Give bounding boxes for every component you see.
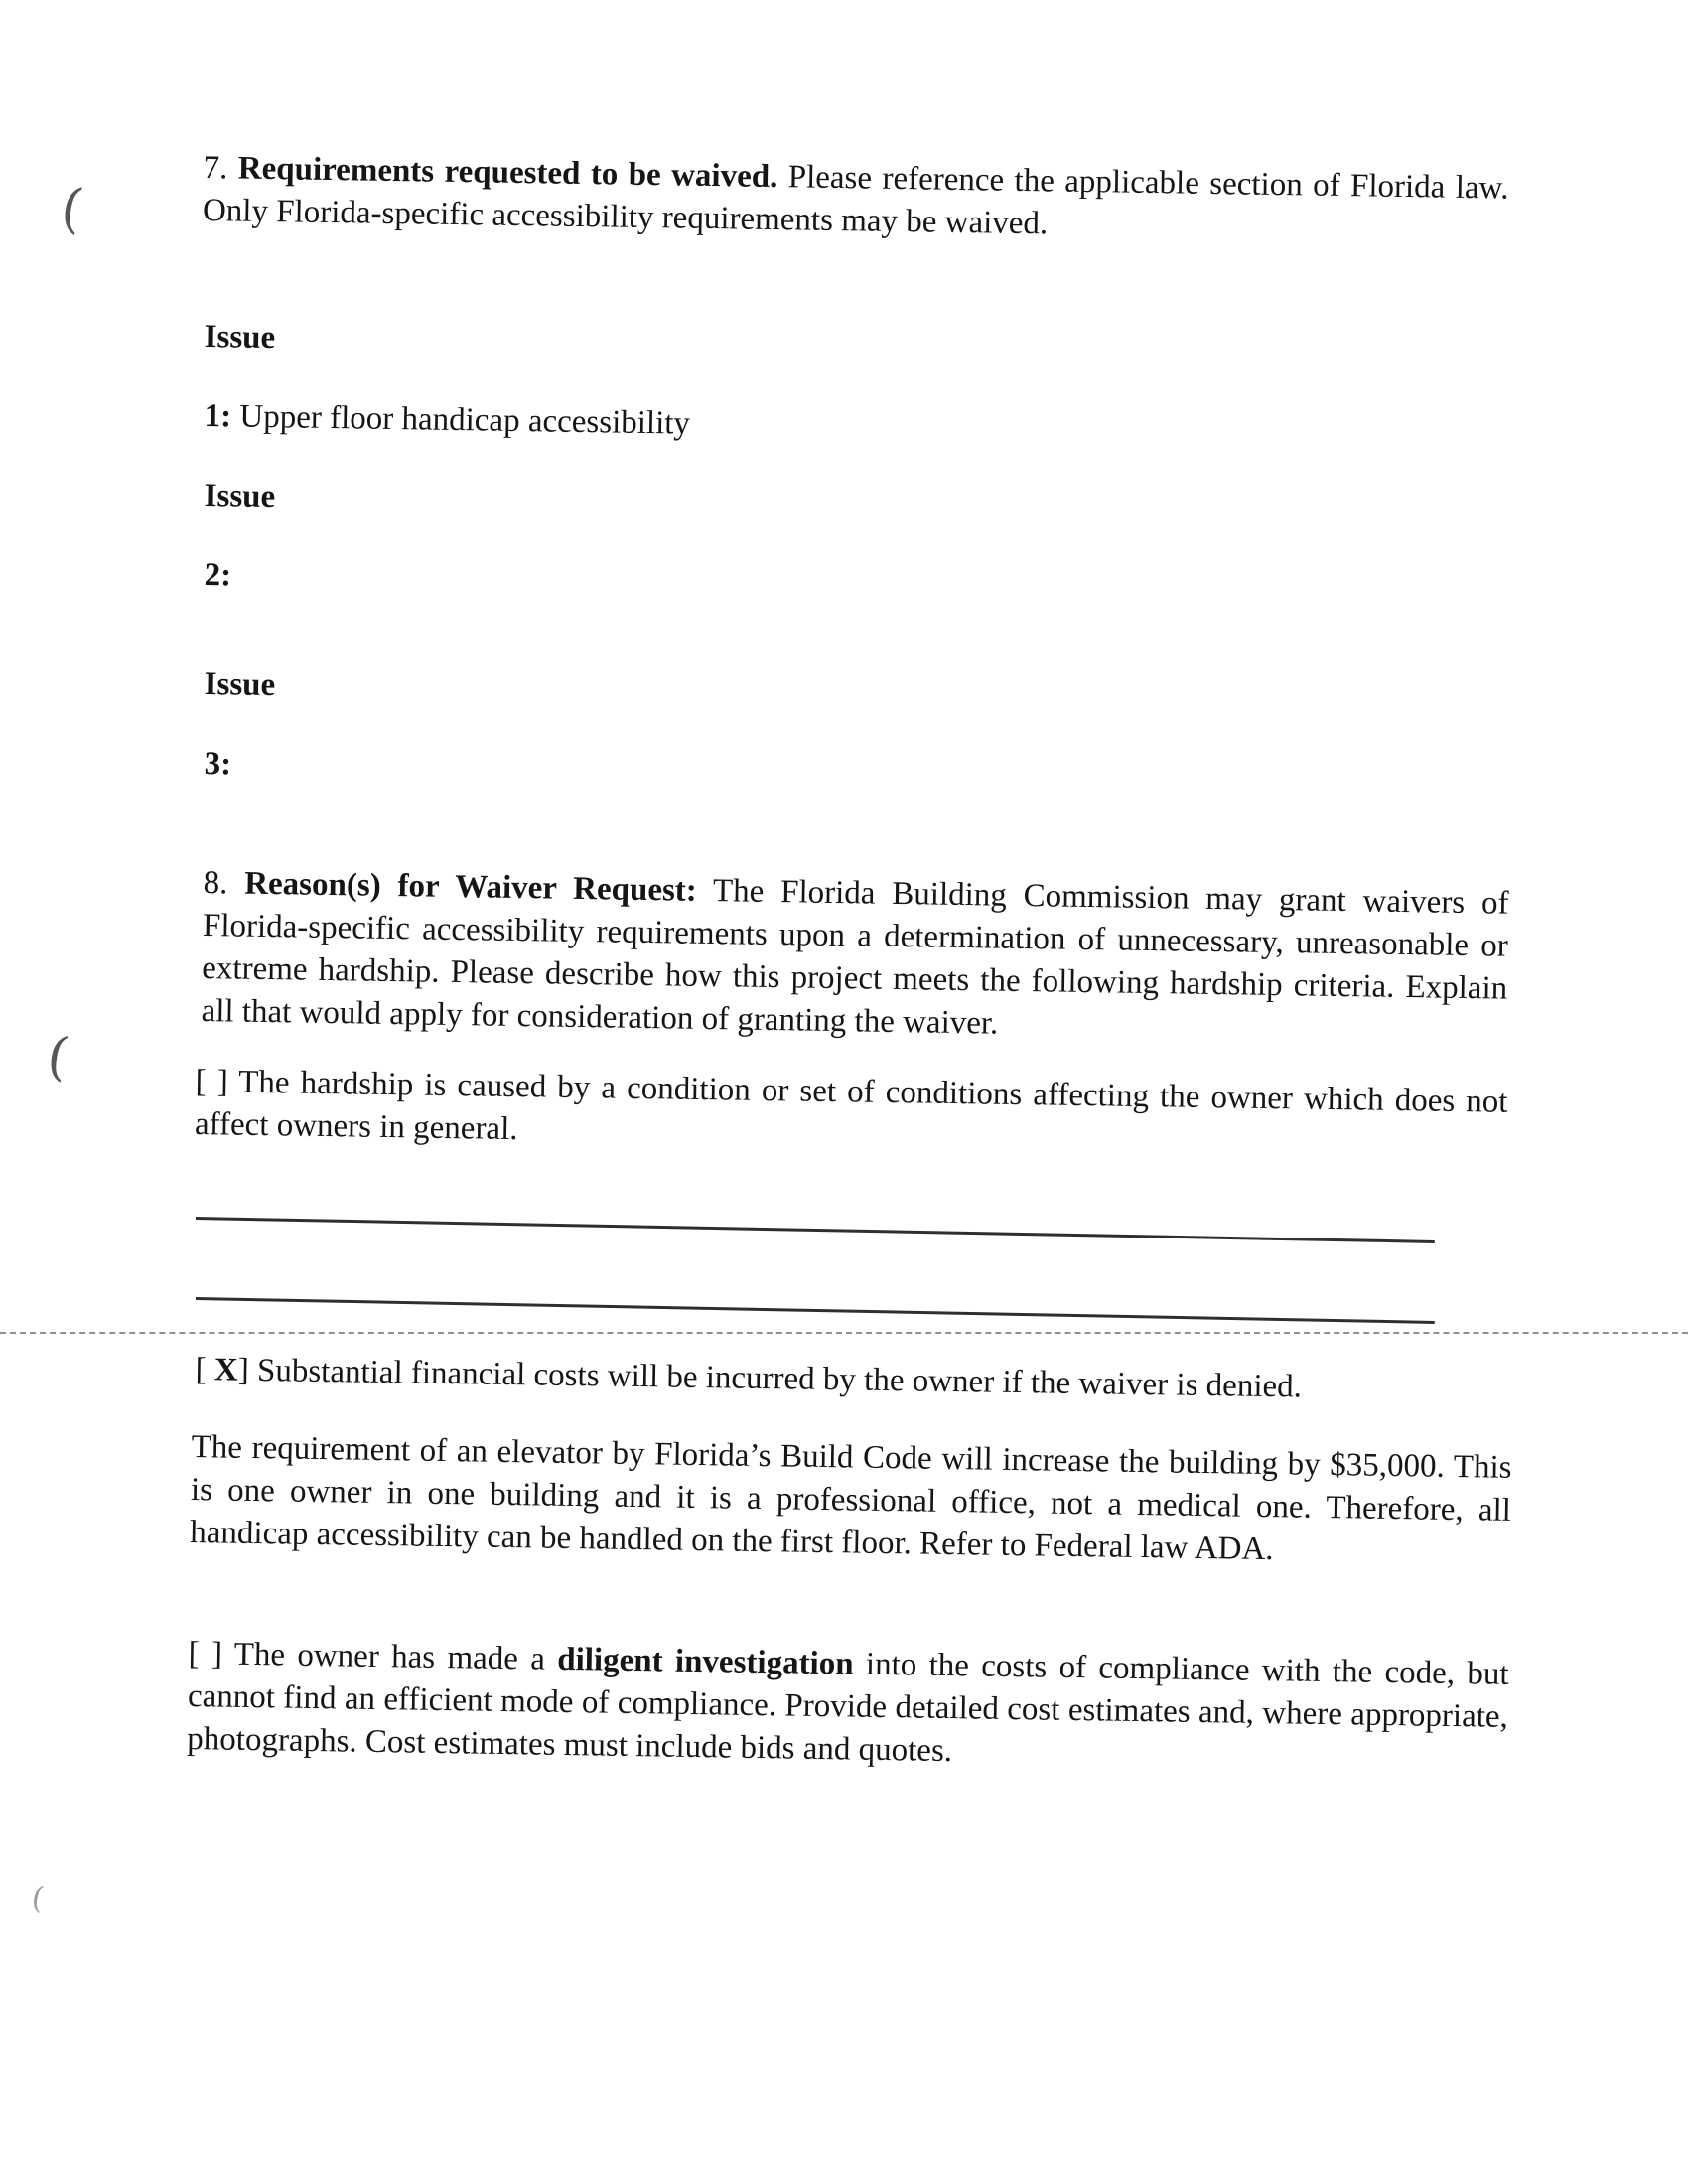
issue-1-value: Upper floor handicap accessibility xyxy=(239,398,691,442)
issue-3-number: 3: xyxy=(204,745,232,783)
section-8-paragraph xyxy=(201,862,1509,1054)
criterion-financial-answer: The requirement of an elevator by Florida’s Build Code will increase the building by $35,000. This is one owner in one building and it is a professional office, not a medical one. Therefore, all handicap accessibility can be handled on the first floor. Refer to Federal law ADA. xyxy=(190,1428,1512,1568)
blank-answer-line-1 xyxy=(196,1217,1435,1243)
checkbox-diligent-unchecked: [ ] xyxy=(188,1635,223,1673)
criterion-hardship-text: The hardship is caused by a condition or set of conditions affecting the owner which does not affect owners in general. xyxy=(194,1064,1508,1148)
checkbox-x-mark: X xyxy=(213,1352,239,1388)
issue-3-row xyxy=(204,743,1510,806)
issue-1-number: 1: xyxy=(204,397,232,435)
pen-mark-paren-middle: ( xyxy=(43,1025,72,1089)
section-7-number: 7. xyxy=(203,149,228,187)
blank-answer-line-2 xyxy=(196,1297,1435,1324)
pen-mark-paren-bottom: ( xyxy=(29,1880,47,1917)
section-8-number: 8. xyxy=(203,864,228,902)
checkbox-hardship-unchecked: [ ] xyxy=(195,1063,229,1100)
issue-2-label: Issue xyxy=(204,477,276,515)
criterion-diligent-paragraph xyxy=(187,1633,1509,1782)
issue-3-label: Issue xyxy=(204,665,276,704)
issue-1-label: Issue xyxy=(204,318,276,357)
criterion-financial-paragraph xyxy=(195,1349,1508,1412)
issue-2-number: 2: xyxy=(204,556,232,594)
issue-2-row xyxy=(204,554,1510,618)
checkbox-close-bracket: ] xyxy=(237,1352,250,1388)
criterion-diligent-text-bold: diligent investigation xyxy=(556,1641,854,1682)
criterion-hardship-paragraph xyxy=(195,1061,1508,1167)
checkbox-financial-checked xyxy=(195,1352,249,1388)
section-7-title: Requirements requested to be waived. xyxy=(237,150,778,196)
section-7-body: Please reference the applicable section of Florida law. Only Florida-specific accessibility requirements may be waived. xyxy=(202,159,1509,242)
section-8-title: Reason(s) for Waiver Request: xyxy=(243,865,698,909)
pen-mark-paren-top: ( xyxy=(57,175,87,241)
criterion-diligent-text-before: The owner has made a xyxy=(233,1636,546,1677)
section-8-body: The Florida Building Commission may grant waivers of Florida-specific accessibility requirements upon a determination of unnecessary, unreasonable or extreme hardship. Please describe how this project meets the following hardship criteria. Explain all that would apply for consideration of granting the waiver. xyxy=(201,873,1509,1042)
issue-1-row xyxy=(204,395,1510,459)
criterion-diligent-text-after: into the costs of compliance with the code, but cannot find an efficient mode of compliance. Provide detailed cost estimates and, where appropriate, photographs. Cost estimates must include bids and quotes. xyxy=(187,1646,1509,1770)
criterion-financial-text: Substantial financial costs will be incurred by the owner if the waiver is denied. xyxy=(256,1352,1303,1405)
perforation-line xyxy=(0,1332,1688,1334)
checkbox-open-bracket: [ xyxy=(195,1351,215,1388)
section-7-paragraph xyxy=(203,147,1509,253)
